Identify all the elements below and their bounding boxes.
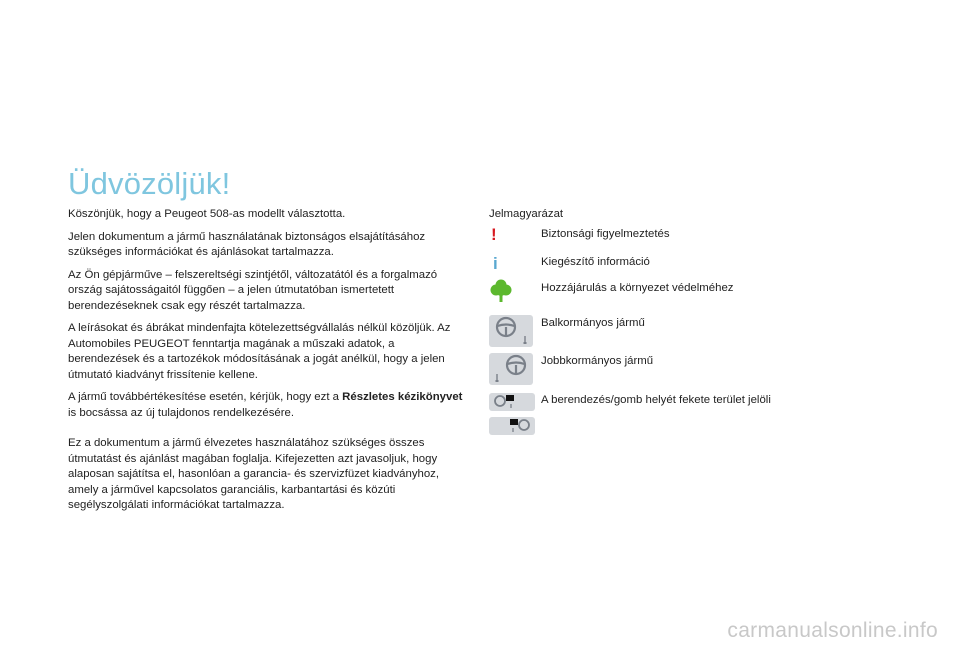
page-title: Üdvözöljük!	[68, 166, 231, 201]
legend-title: Jelmagyarázat	[489, 208, 564, 220]
warning-exclamation-icon: !	[491, 225, 497, 244]
info-icon: i	[493, 254, 498, 273]
right-hand-drive-icon	[489, 353, 533, 391]
manual-name-bold: Részletes kézikönyvet	[342, 391, 463, 403]
resale-text-after: is bocsássa az új tulajdonos rendelkezésére.	[68, 406, 295, 419]
paragraph-disclaimer: A leírásokat és ábrákat mindenfajta kötelezettségvállalás nélkül közöljük. Az Automobiles PEUGEOT fenntartja magának a műszaki adatok, a berendezések és a tartozékok módosításának a jogát anélkül, hogy a jelen útmutató kiadványt frissítenie kellene.	[68, 322, 451, 381]
paragraph-summary: Ez a dokumentum a jármű élvezetes használatához szükséges összes útmutatást és ajánlást magában foglalja. Kifejezetten azt javasoljuk, hogy alaposan sajátítsa el, hasonlóan a garancia- és szervizfüzet kiadványhoz, amely a járművel kapcsolatos garanciális, karbantartási és közúti segélyszolgálati információkat tartalmazza.	[68, 437, 440, 511]
paragraph-resale	[68, 390, 468, 421]
left-hand-drive-icon	[489, 315, 533, 353]
control-location-icon	[489, 393, 535, 443]
tree-icon	[490, 279, 512, 309]
legend-label-control-location: A berendezés/gomb helyét fekete terület jelöli	[541, 394, 771, 406]
legend-label-lhd: Balkormányos jármű	[541, 317, 645, 329]
legend	[489, 207, 819, 406]
resale-text-before: A jármű továbbértékesítése esetén, kérjük, hogy ezt a	[68, 391, 343, 403]
legend-label-environment: Hozzájárulás a környezet védelméhez	[541, 282, 734, 294]
legend-label-info: Kiegészítő információ	[541, 256, 650, 268]
paragraph-equipment: Az Ön gépjárműve – felszereltségi szintjétől, változatától és a forgalmazó ország sajátosságaitól függően – a jelen útmutatóban ismertetett berendezéseknek csak egy részét tartalmazza.	[68, 268, 438, 312]
intro-text	[68, 207, 468, 521]
legend-label-rhd: Jobbkormányos jármű	[541, 355, 654, 367]
paragraph-purpose: Jelen dokumentum a jármű használatának biztonságos elsajátításához szükséges információkat és ajánlásokat tartalmazza.	[68, 230, 426, 258]
paragraph-thanks: Köszönjük, hogy a Peugeot 508-as modellt választotta.	[68, 208, 346, 220]
watermark: carmanualsonline.info	[727, 619, 938, 642]
legend-label-safety: Biztonsági figyelmeztetés	[541, 228, 670, 240]
